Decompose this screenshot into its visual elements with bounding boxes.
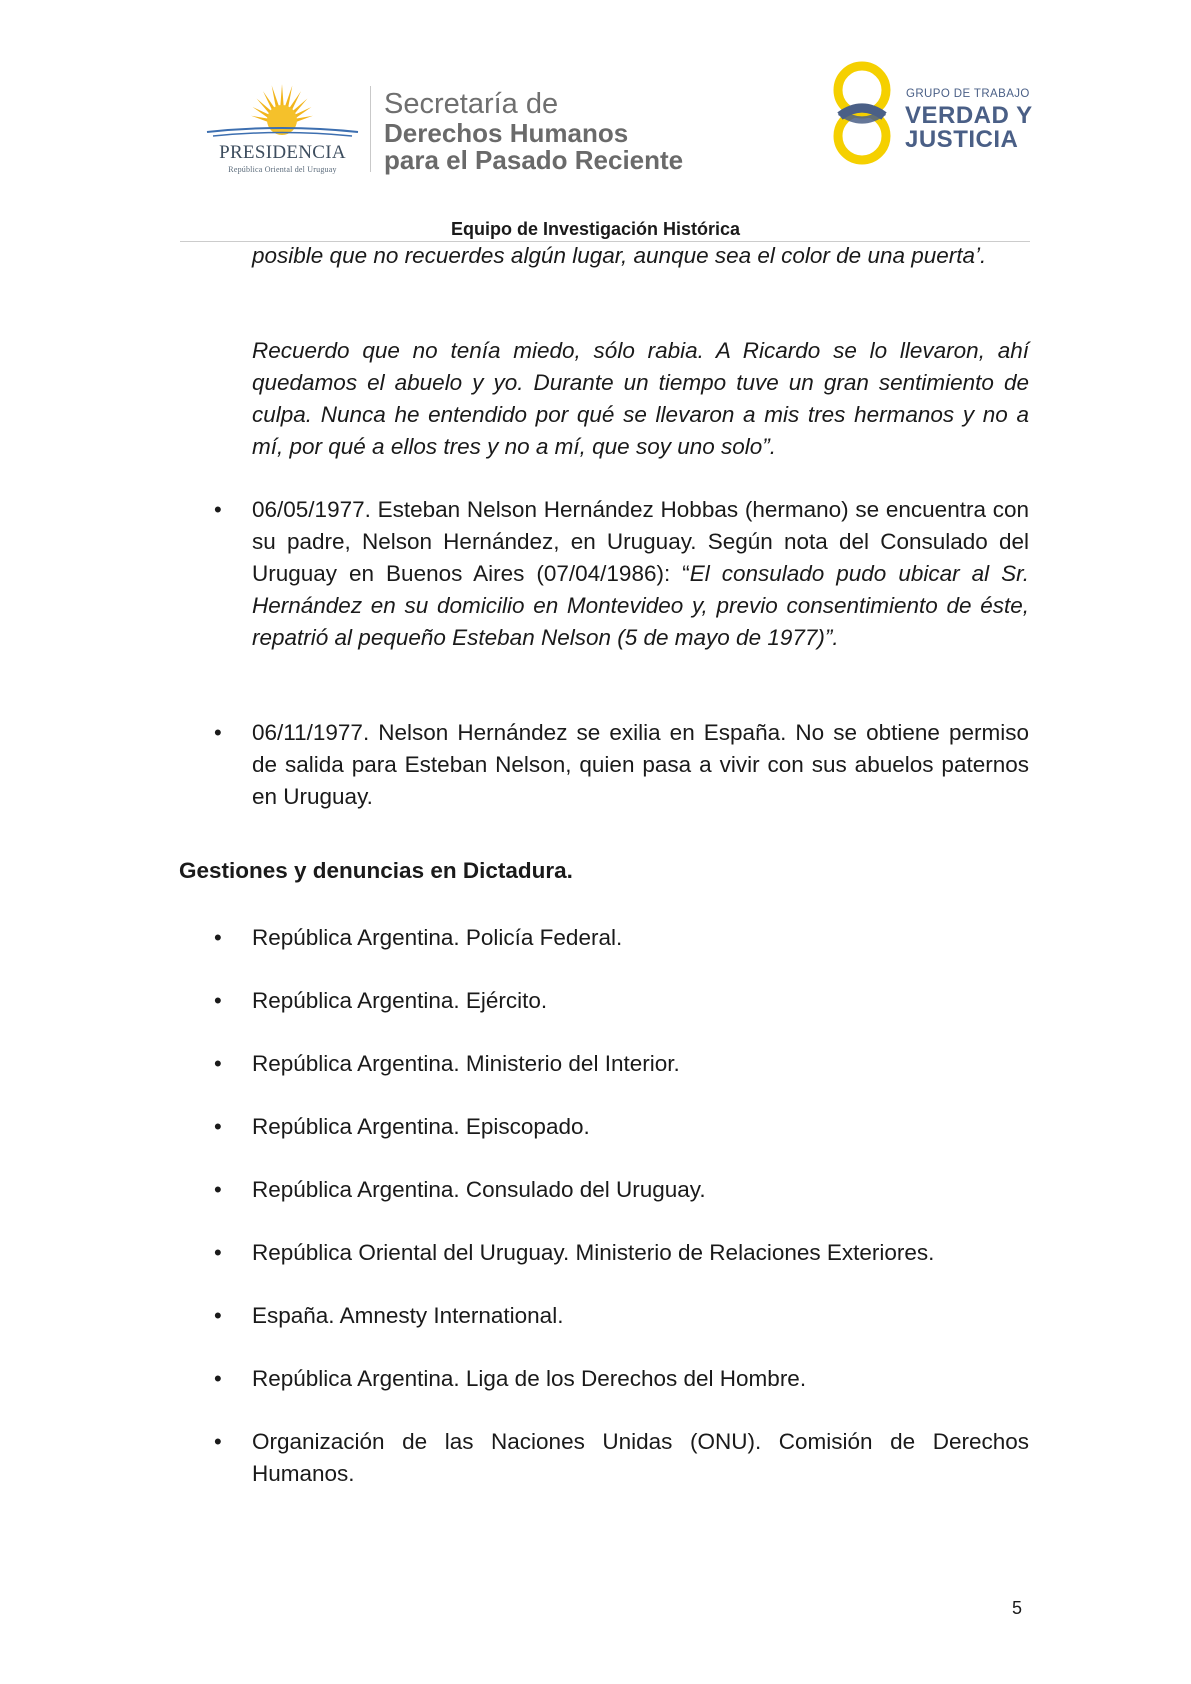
bullet-marker: • (214, 720, 222, 745)
bullet-marker: • (214, 497, 222, 522)
list-item: República Argentina. Ministerio del Interior. (252, 1051, 680, 1076)
list-item: España. Amnesty International. (252, 1303, 564, 1328)
gtvj-line-2: JUSTICIA (905, 126, 1019, 153)
quote-paragraph: Recuerdo que no tenía miedo, sólo rabia. A Ricardo se lo llevaron, ahí quedamos el abuelo y yo. Durante un tiempo tuve un gran sentimiento de culpa. Nunca he entendido por qué se llevaron a mis tres hermanos y no a mí, por qué a ellos tres y no a mí, que soy uno solo”. (252, 338, 1029, 459)
list-item: Organización de las Naciones Unidas (ONU). Comisión de Derechos Humanos. (252, 1429, 1029, 1486)
logo-divider (370, 86, 371, 172)
event-1-quote: El consulado pudo ubicar al Sr. Hernández en su domicilio en Montevideo y, previo consentimiento de éste, repatrió al pequeño Esteban Nelson (5 de mayo de 1977)”. (252, 561, 1030, 650)
list-item: República Argentina. Consulado del Uruguay. (252, 1177, 706, 1202)
verdad-justicia-logo (828, 56, 1038, 181)
event-1-text: 06/05/1977. Esteban Nelson Hernández Hobbas (hermano) se encuentra con su padre, Nelson Hernández, en Uruguay. Según nota del Consulado del Uruguay en Buenos Aires (07/04/1986): “ (252, 497, 1029, 586)
bullet-marker: • (214, 1240, 222, 1265)
bullet-marker: • (214, 1366, 222, 1391)
event-item-2: 06/11/1977. Nelson Hernández se exilia en España. No se obtiene permiso de salida para Esteban Nelson, quien pasa a vivir con sus abuelos paternos en Uruguay. (252, 720, 1029, 809)
bullet-marker: • (214, 988, 222, 1013)
sun-icon (205, 82, 360, 144)
bullet-marker: • (214, 1051, 222, 1076)
list-item: República Oriental del Uruguay. Ministerio de Relaciones Exteriores. (252, 1240, 935, 1265)
presidencia-logo (205, 82, 360, 182)
list-item: República Argentina. Liga de los Derechos del Hombre. (252, 1366, 807, 1391)
list-item: República Argentina. Episcopado. (252, 1114, 590, 1139)
bullet-marker: • (214, 1177, 222, 1202)
secretaria-line-1: Secretaría de (384, 88, 559, 120)
rings-icon (828, 56, 903, 181)
bullet-marker: • (214, 1114, 222, 1139)
quote-continuation: posible que no recuerdes algún lugar, aunque sea el color de una puerta’. (252, 243, 987, 268)
section-title: Gestiones y denuncias en Dictadura. (179, 858, 573, 883)
secretaria-line-3: para el Pasado Reciente (384, 145, 684, 175)
event-item-1 (252, 494, 1029, 654)
bullet-marker: • (214, 1429, 222, 1454)
bullet-marker: • (214, 925, 222, 950)
page-number: 5 (1012, 1598, 1023, 1618)
presidencia-subtitle: República Oriental del Uruguay (228, 165, 337, 174)
document-header (0, 0, 1191, 250)
gtvj-small-text: GRUPO DE TRABAJO (906, 88, 1030, 100)
secretaria-logo-text (384, 88, 683, 174)
bullet-marker: • (214, 1303, 222, 1328)
gtvj-line-1: VERDAD Y (905, 102, 1033, 129)
list-item: República Argentina. Ejército. (252, 988, 548, 1013)
secretaria-line-2: Derechos Humanos (384, 118, 629, 148)
list-item: República Argentina. Policía Federal. (252, 925, 623, 950)
presidencia-name: PRESIDENCIA (219, 142, 346, 163)
header-title: Equipo de Investigación Histórica (450, 219, 741, 239)
